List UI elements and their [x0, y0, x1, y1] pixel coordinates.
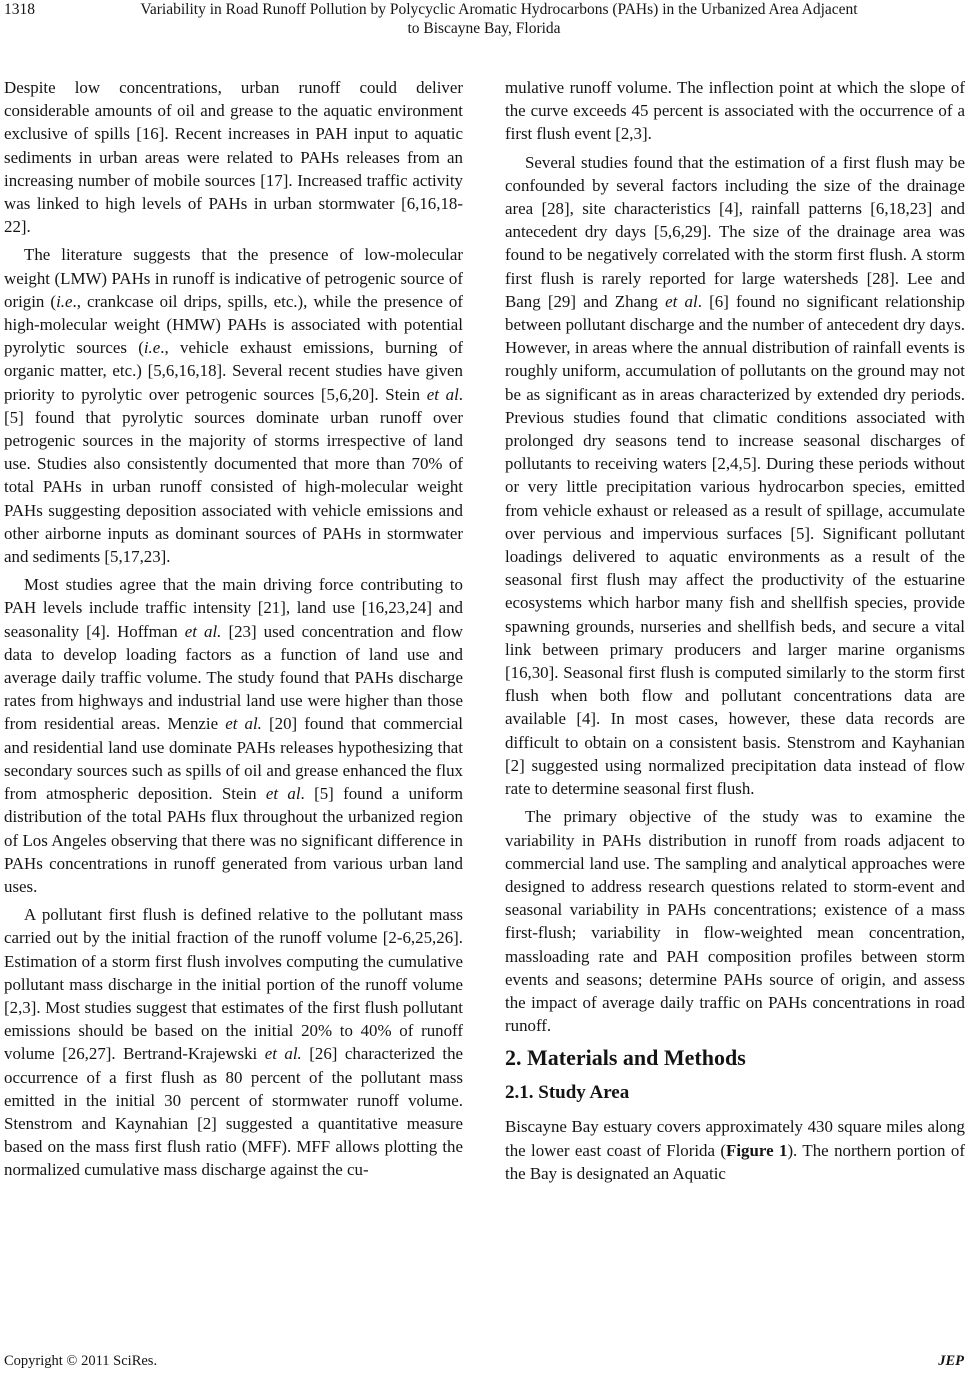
left-column [4, 76, 463, 1187]
figure-reference: Figure 1 [726, 1140, 788, 1160]
text-run: The literature suggests that the presence of low-molecular weight (LMW) PAHs in runoff is indicative of petrogenic source of origin ( [4, 245, 463, 311]
journal-abbreviation: JEP [938, 1353, 964, 1369]
page-footer [4, 1353, 964, 1375]
paragraph [4, 903, 463, 1181]
page-number: 1318 [4, 1, 35, 18]
italic-run: i.e [56, 291, 73, 311]
section-heading: 2. Materials and Methods [505, 1045, 746, 1071]
right-column [505, 76, 965, 1190]
paragraph [4, 243, 463, 568]
text-run: . [5] found a uniform distribution of the total PAHs flux throughout the urbanized region of Los Angeles observing that there was no significant difference in PAHs concentrations in runoff generated from various urban land uses. [4, 784, 463, 896]
italic-run: et al. [184, 621, 222, 641]
text-run: ., crankcase oil drips, spills, etc.), while the presence of high-molecular weight (HMW) PAHs is associated with potential pyrolytic sources ( [4, 291, 464, 358]
running-title-line-1: Variability in Road Runoff Pollution by Polycyclic Aromatic Hydrocarbons (PAHs) in the Urbanized Area Adjacent [140, 1, 858, 18]
text-run: ., vehicle exhaust emissions, burning of organic matter, etc.) [5,6,16,18]. Several recent studies have given priority to pyrolytic over petrogenic sources [5,6,20]. Stein [4, 338, 463, 404]
paragraph: The primary objective of the study was to examine the variability in PAHs distribution in runoff from roads adjacent to commercial land use. The sampling and analytical approaches were designed to address research questions related to storm-event and seasonal variability in PAHs concentrations; existence of a mass first-flush; variability in flow-weighted mean concentration, massloading rate and PAH composition profiles between storm events and seasons; determine PAHs source of origin, and assess the impact of average daily traffic on PAHs concentrations in road runoff. [505, 807, 965, 1036]
subsection-heading: 2.1. Study Area [505, 1082, 630, 1104]
running-header [0, 0, 968, 38]
text-run: Biscayne Bay estuary covers approximately 430 square miles along the lower east coast of Florida ( [505, 1117, 965, 1160]
paragraph [505, 151, 965, 801]
text-run: . [5] found that pyrolytic sources dominate urban runoff over petrogenic sources in the majority of storms irrespective of land use. Studies also consistently documented that more than 70% of total PAHs in urban runoff consisted of high-molecular weight PAHs suggesting deposition associated with vehicle emissions and other airborne inputs as dominant sources of PAHs in stormwater and sediments [5,17,23]. [4, 384, 463, 567]
text-run: Several studies found that the estimation of a first flush may be confounded by several factors including the size of the drainage area [28], site characteristics [4], rainfall patterns [6,18,23] and antecedent dry days [5,6,29]. The size of the drainage area was found to be negatively correlated with the storm first flush. A storm first flush is rarely reported for large watersheds [28]. Lee and Bang [29] and Zhang [505, 152, 965, 311]
running-title-line-2: to Biscayne Bay, Florida [407, 20, 561, 37]
paragraph: mulative runoff volume. The inflection point at which the slope of the curve exceeds 45 percent is associated with the occurrence of a first flush event [2,3]. [505, 78, 965, 144]
italic-run: et al [665, 291, 698, 311]
text-run: . [6] found no significant relationship between pollutant discharge and the number of antecedent dry days. However, in areas where the annual distribution of rainfall events is roughly uniform, accumulation of pollutants on the ground may not be as significant as in areas characterized by extended dry periods. Previous studies found that climatic conditions associated with prolonged dry seasons tend to increase seasonal discharges of pollutants to receiving waters [2,4,5]. During these periods without or very little precipitation various hydrocarbon species, emitted from vehicle exhaust or released as a result of spillage, accumulate over pervious and impervious surfaces [5]. Significant pollutant loadings delivered to aquatic environments as a result of the seasonal first flush may affect the productivity of the estuarine ecosystems which harbor many fish and shellfish species, provide spawning grounds, nurseries and shellfish beds, and secure a vital link between primary producers and larger marine organisms [16,30]. Seasonal first flush is computed similarly to the storm first flush when both flow and pollutant concentrations data are available [4]. In most cases, however, these data records are difficult to obtain on a consistent basis. Stenstrom and Kayhanian [2] suggested using normalized precipitation data instead of flow rate to determine seasonal first flush. [505, 291, 965, 799]
text-run: [26] characterized the occurrence of a first flush as 80 percent of the pollutant mass emitted in the initial 30 percent of stormwater runoff volume. Stenstrom and Kaynahian [2] suggested a quantitative measure based on the mass first flush ratio (MFF). MFF allows plotting the normalized cumulative mass discharge against the cu- [4, 1044, 464, 1180]
italic-run: et al. [264, 1044, 302, 1064]
italic-run: et al [265, 784, 301, 804]
paragraph [4, 573, 463, 898]
paragraph: Despite low concentrations, urban runoff could deliver considerable amounts of oil and grease to the aquatic environment exclusive of spills [16]. Recent increases in PAH input to aquatic sediments in urban areas were related to PAHs releases from an increasing number of mobile sources [17]. Increased traffic activity was linked to high levels of PAHs in urban stormwater [6,16,18-22]. [4, 78, 463, 237]
paragraph [505, 1115, 965, 1185]
text-run: [23] used concentration and flow data to develop loading factors as a function of land use and average daily traffic volume. The study found that PAHs discharge rates from highways and industrial land use were higher than those from residential areas. Menzie [4, 621, 463, 734]
italic-run: i.e [143, 338, 161, 358]
text-run: A pollutant first flush is defined relative to the pollutant mass carried out by the initial fraction of the runoff volume [2-6,25,26]. Estimation of a storm first flush involves computing the cumulative pollutant mass discharge in the initial portion of the runoff volume [2,3]. Most studies suggest that estimates of the first flush pollutant emissions should be based on the initial 20% to 40% of runoff volume [26,27]. Bertrand-Krajewski [4, 905, 463, 1064]
text-run: ). The northern portion of the Bay is designated an Aquatic [505, 1140, 965, 1183]
italic-run: et al. [225, 714, 262, 734]
text-run: [20] found that commercial and residential land use dominate PAHs releases hypothesizing that secondary sources such as spills of oil and grease enhanced the flux from atmospheric deposition. Stein [4, 714, 464, 804]
text-run: Most studies agree that the main driving force contributing to PAH levels include traffic intensity [21], land use [16,23,24] and seasonality [4]. Hoffman [4, 575, 463, 641]
italic-run: et al [426, 384, 459, 404]
copyright-notice: Copyright © 2011 SciRes. [4, 1353, 158, 1369]
